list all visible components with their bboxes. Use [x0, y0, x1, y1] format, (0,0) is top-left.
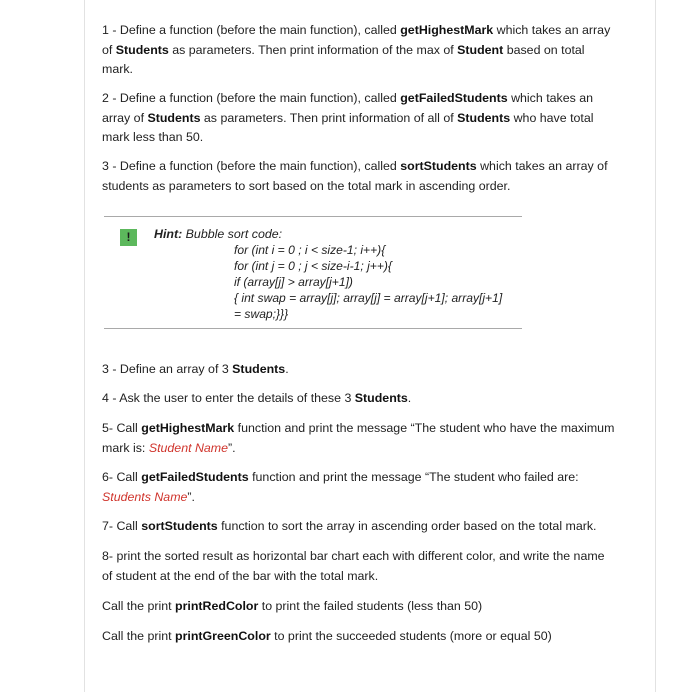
function-name: getFailedStudents [141, 470, 249, 484]
function-name: printGreenColor [175, 629, 271, 643]
task-3: 3 - Define a function (before the main function), called sortStudents which takes an array of students as parameters to sort based on the total mark in ascending order. [102, 159, 608, 193]
task-6: 5- Call getHighestMark function and print the message “The student who have the maximum mark is: Student Name”. [102, 421, 615, 455]
hint-title: Hint: Bubble sort code: [154, 227, 283, 241]
task-8: 7- Call sortStudents function to sort the array in ascending order based on the total mark. [102, 519, 597, 533]
page-border-left [84, 0, 85, 692]
hint-box [104, 216, 522, 329]
task-9: 8- print the sorted result as horizontal bar chart each with different color, and write the name of student at the end of the bar with the total mark. [102, 549, 605, 583]
code-line: for (int j = 0 ; j < size-i-1; j++){ [234, 259, 392, 273]
function-name: getFailedStudents [400, 91, 508, 105]
task-1: 1 - Define a function (before the main function), called getHighestMark which takes an array of Students as parameters. Then print information of the max of Student based on total mark. [102, 23, 611, 76]
code-line: { int swap = array[j]; array[j] = array[j+1]; array[j+1] [234, 291, 503, 305]
code-line: = swap;}}} [234, 307, 289, 321]
task-7: 6- Call getFailedStudents function and print the message “The student who failed are: Students Name”. [102, 470, 579, 504]
page-border-right [655, 0, 656, 692]
code-line: for (int i = 0 ; i < size-1; i++){ [234, 243, 386, 257]
function-name: getHighestMark [141, 421, 235, 435]
exclamation-icon: ! [120, 229, 137, 246]
task-11: Call the print printGreenColor to print the succeeded students (more or equal 50) [102, 629, 552, 643]
task-2: 2 - Define a function (before the main function), called getFailedStudents which takes an array of Students as parameters. Then print information of all of Students who have total mark less than 50. [102, 91, 594, 144]
hint-top-rule [104, 216, 522, 217]
function-name: printRedColor [175, 599, 259, 613]
task-5: 4 - Ask the user to enter the details of these 3 Students. [102, 391, 412, 405]
function-name: sortStudents [400, 159, 477, 173]
code-line: if (array[j] > array[j+1]) [234, 275, 353, 289]
task-4: 3 - Define an array of 3 Students. [102, 362, 289, 376]
hint-bottom-rule [104, 328, 522, 329]
function-name: getHighestMark [400, 23, 494, 37]
task-10: Call the print printRedColor to print the failed students (less than 50) [102, 599, 483, 613]
function-name: sortStudents [141, 519, 218, 533]
